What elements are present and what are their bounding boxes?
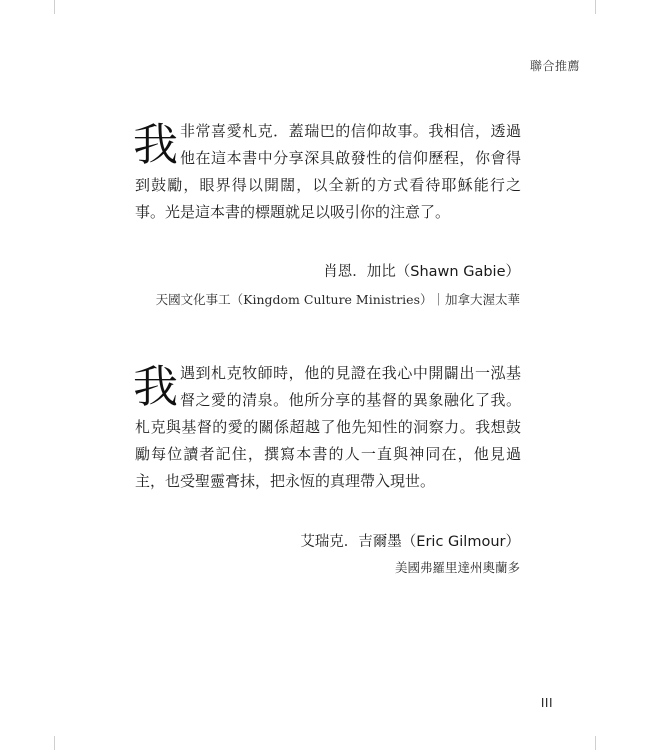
drop-cap: 我: [133, 118, 179, 171]
endorsement-paragraph: [135, 360, 521, 495]
endorser-affiliation: 美國弗羅里達州奧蘭多: [394, 560, 520, 575]
endorsement-quote: [135, 118, 521, 226]
crop-mark: [54, 0, 55, 14]
page-number: III: [540, 696, 553, 710]
endorsement-paragraph: [135, 118, 521, 226]
endorsement-text: 遇到札克牧師時，他的見證在我心中開闢出一泓基督之愛的清泉。他所分享的基督的異象融化了我。札克與基督的愛的關係超越了他先知性的洞察力。我想鼓勵每位讀者記住，撰寫本書的人一直與神同在，他見過主，也受聖靈膏抹，把永恆的真理帶入現世。: [135, 364, 521, 490]
endorser-name: 艾瑞克．吉爾墨（Eric Gilmour）: [300, 534, 520, 550]
crop-mark: [595, 736, 596, 750]
endorser-affiliation: 天國文化事工（Kingdom Culture Ministries）｜加拿大渥太華: [155, 292, 520, 307]
endorser-name: 肖恩．加比（Shawn Gabie）: [323, 264, 520, 280]
endorsement-quote: [135, 360, 521, 495]
running-header: 聯合推薦: [529, 59, 580, 73]
crop-mark: [595, 0, 596, 14]
drop-cap: 我: [133, 360, 179, 413]
crop-mark: [54, 736, 55, 750]
endorsement-text: 非常喜愛札克．蓋瑞巴的信仰故事。我相信，透過他在這本書中分享深具啟發性的信仰歷程，你會得到鼓勵，眼界得以開闊，以全新的方式看待耶穌能行之事。光是這本書的標題就足以吸引你的注意了。: [135, 122, 521, 221]
